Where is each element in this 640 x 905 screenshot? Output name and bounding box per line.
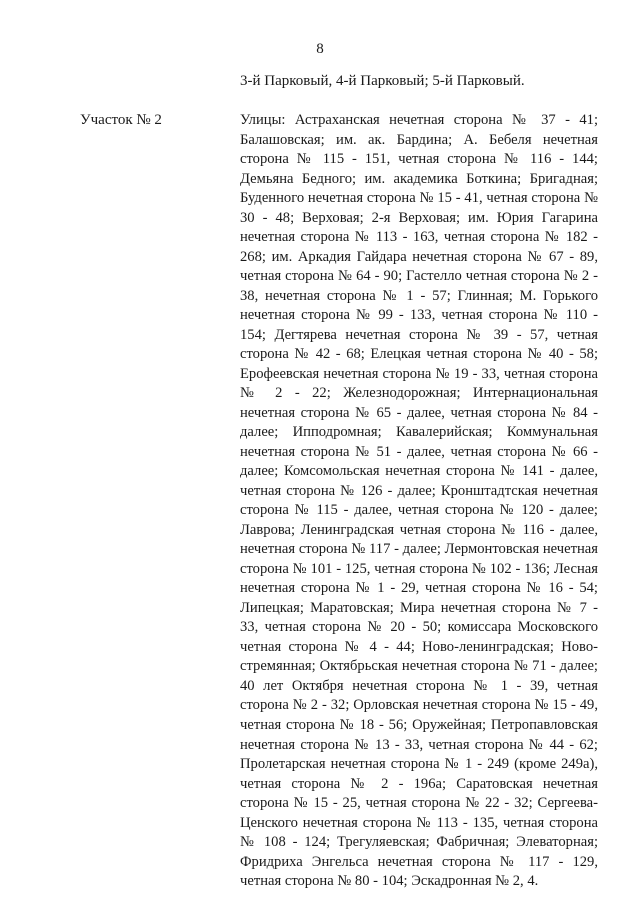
section-label: Участок № 2	[80, 112, 162, 128]
continuation-paragraph: 3-й Парковый, 4-й Парковый; 5-й Парковый.	[240, 73, 525, 89]
section-street-list: Улицы: Астраханская нечетная сторона № 37 - 41; Балашовская; им. ак. Бардина; А. Бебеля нечетная сторона № 115 - 151, четная сторона № 116 - 144; Демьяна Бедного; им. академика Боткина; Бригадная; Буденного нечетная сторона № 15 - 41, четная сторона № 30 - 48; Верховая; 2-я Верховая; им. Юрия Гагарина нечетная сторона № 113 - 163, четная сторона № 182 - 268; им. Аркадия Гайдара нечетная сторона № 67 - 89, четная сторона № 64 - 90; Гастелло четная сторона № 2 - 38, нечетная сторона № 1 - 57; Глинная; М. Горького нечетная сторона № 99 - 133, четная сторона № 110 - 154; Дегтярева нечетная сторона № 39 - 57, четная сторона № 42 - 68; Елецкая четная сторона № 40 - 58; Ерофеевская нечетная сторона № 19 - 33, четная сторона № 2 - 22; Железнодорожная; Интернациональная нечетная сторона № 65 - далее, четная сторона № 84 - далее; Ипподромная; Кавалерийская; Коммунальная нечетная сторона № 51 - далее, четная сторона № 66 - далее; Комсомольская нечетная сторона № 141 - далее, четная сторона № 126 - далее; Кронштадтская нечетная сторона № 115 - далее, четная сторона № 120 - далее; Лаврова; Ленинградская четная сторона № 116 - далее, нечетная сторона № 117 - далее; Лермонтовская нечетная сторона № 101 - 125, четная сторона № 102 - 136; Лесная нечетная сторона № 1 - 29, четная сторона № 16 - 54; Липецкая; Маратовская; Мира нечетная сторона № 7 - 33, четная сторона № 20 - 50; комиссара Московского четная сторона № 4 - 44; Ново-ленинградская; Ново-стремянная; Октябрьская нечетная сторона № 71 - далее; 40 лет Октября нечетная сторона № 1 - 39, четная сторона № 2 - 32; Орловская нечетная сторона № 15 - 49, четная сторона № 18 - 56; Оружейная; Петропавловская нечетная сторона № 13 - 33, четная сторона № 44 - 62; Пролетарская нечетная сторона № 1 - 249 (кроме 249а), четная сторона № 2 - 196а; Саратовская нечетная сторона № 15 - 25, четная сторона № 22 - 32; Сергеева-Ценского нечетная сторона № 113 - 135, четная сторона № 108 - 124; Трегуляевская; Фабричная; Элеваторная; Фридриха Энгельса нечетная сторона № 117 - 129, четная сторона № 80 - 104; Эскадронная № 2, 4.	[240, 112, 598, 890]
page-number: 8	[316, 41, 324, 57]
